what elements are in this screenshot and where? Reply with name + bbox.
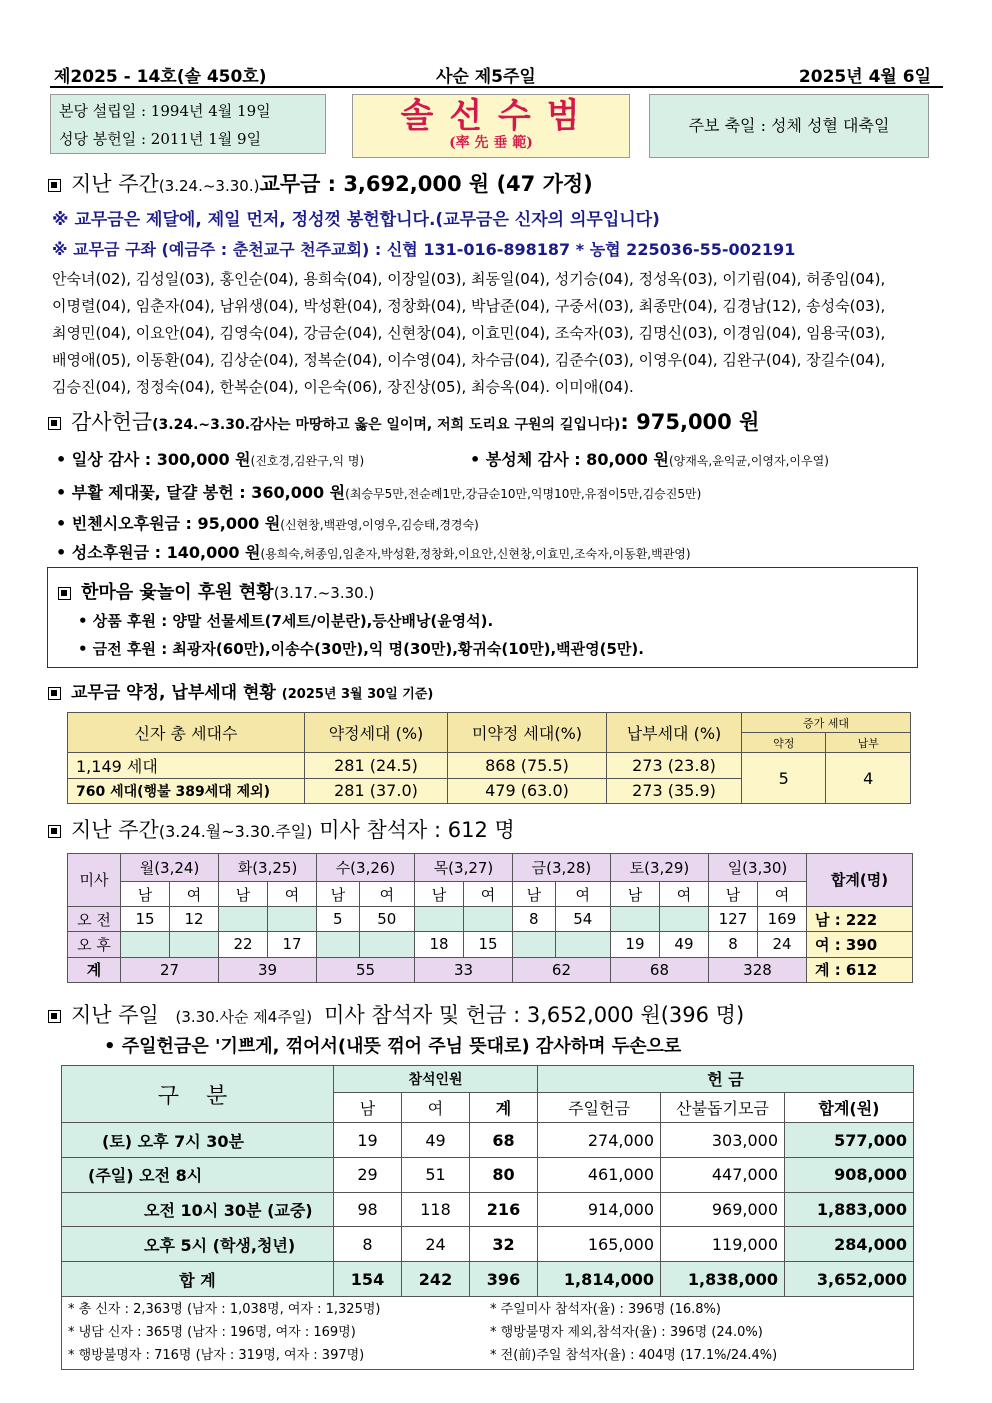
day-total: 27: [121, 957, 219, 982]
total-female: 여 : 390: [807, 932, 913, 957]
am-cell: [610, 906, 659, 931]
pm-cell: [512, 932, 555, 957]
day-header: 화(3,25): [219, 854, 317, 882]
tithe-names: [52, 266, 885, 401]
div-header: 구 분: [62, 1066, 334, 1123]
patron-feast: 주보 축일 : 성체 성혈 대축일: [688, 116, 890, 135]
tithe-account: ※ 교무금 구좌 (예금주 : 춘천교구 천주교회) : 신협 131-016-898187 * 농협 225036-55-002191: [52, 240, 796, 259]
table-cell: 5: [742, 753, 826, 804]
pm-cell: 19: [610, 932, 659, 957]
day-header: 일(3,30): [708, 854, 806, 882]
male-header: 남: [121, 882, 170, 906]
statistics-notes: [61, 1297, 914, 1370]
yut-title: 한마음 윷놀이 후원 현황(3.17.~3.30.): [58, 578, 374, 604]
table-cell: 68: [470, 1123, 538, 1158]
row-label: (주일) 오전 8시: [62, 1157, 334, 1192]
name-line: 안숙녀(02), 김성일(03), 홍인순(04), 용희숙(04), 이장일(03), 최동일(04), 성기승(04), 정성옥(03), 이기림(04), 허종임(04),: [52, 270, 886, 288]
pledge-heading: 교무금 약정, 납부세대 현황 (2025년 3월 30일 기준): [48, 678, 433, 703]
sub-header: 산불돕기모금: [661, 1092, 785, 1123]
sub-header: 여: [402, 1092, 470, 1123]
female-header: 여: [170, 882, 219, 906]
day-total: 62: [512, 957, 610, 982]
female-header: 여: [555, 882, 610, 906]
thanks-item: • 일상 감사 : 300,000 원(진호경,김완구,익 명): [56, 450, 365, 469]
table-cell: 49: [402, 1123, 470, 1158]
row-label: (토) 오후 7시 30분: [62, 1123, 334, 1158]
pm-cell: 22: [219, 932, 268, 957]
col-header: 납부세대 (%): [607, 713, 742, 753]
square-bullet-icon: [48, 417, 61, 430]
pm-label: 오 후: [68, 932, 121, 957]
pm-cell: 17: [268, 932, 317, 957]
table-cell: 760 세대(행불 389세대 제외): [68, 778, 305, 803]
table-cell: 969,000: [661, 1192, 785, 1227]
table-cell: 98: [334, 1192, 402, 1227]
am-cell: [659, 906, 708, 931]
attendance-header: 참석인원: [334, 1066, 538, 1093]
total-cell: 3,652,000: [785, 1262, 914, 1297]
total-male: 남 : 222: [807, 906, 913, 931]
sub-header: 합계(원): [785, 1092, 914, 1123]
sub-header: 주일헌금: [538, 1092, 661, 1123]
total-label: 합 계: [62, 1262, 334, 1297]
pm-cell: [121, 932, 170, 957]
sub-header: 남: [334, 1092, 402, 1123]
square-bullet-icon: [48, 1010, 61, 1023]
sunday-table: [61, 1065, 914, 1297]
table-cell: 216: [470, 1192, 538, 1227]
total-header: 합계(명): [807, 854, 913, 907]
table-cell: 303,000: [661, 1123, 785, 1158]
total-cell: 242: [402, 1262, 470, 1297]
thanks-item: • 성소후원금 : 140,000 원(용희숙,허종임,임춘자,박성환,정창화,이요안,신현창,이효민,조숙자,이동환,백관영): [56, 543, 691, 562]
female-header: 여: [268, 882, 317, 906]
name-line: 배영애(05), 이동환(04), 김상순(04), 정복순(04), 이수영(04), 차수금(04), 김준수(03), 이영우(04), 김완구(04), 장길수(04),: [52, 351, 886, 369]
pm-cell: [317, 932, 360, 957]
pm-cell: 8: [708, 932, 757, 957]
note-line: * 행방불명자 제외,참석자(율) : 396명 (24.0%): [490, 1325, 763, 1340]
day-total: 328: [708, 957, 806, 982]
table-cell: 119,000: [661, 1227, 785, 1262]
increase-sub: 납부: [826, 733, 911, 753]
day-header: 금(3,28): [512, 854, 610, 882]
square-bullet-icon: [48, 687, 61, 700]
am-cell: [463, 906, 512, 931]
male-header: 남: [708, 882, 757, 906]
thanks-item: • 빈첸시오후원금 : 95,000 원(신현창,백관영,이영우,김승태,경경숙): [56, 514, 479, 533]
table-cell: 1,149 세대: [68, 753, 305, 778]
pm-cell: 18: [414, 932, 463, 957]
motto-title: 솔 선 수 범: [400, 96, 582, 136]
table-cell: 1,883,000: [785, 1192, 914, 1227]
male-header: 남: [610, 882, 659, 906]
motto-hanja: (率 先 垂 範): [449, 135, 533, 151]
table-cell: 447,000: [661, 1157, 785, 1192]
table-cell: 80: [470, 1157, 538, 1192]
square-bullet-icon: [48, 179, 61, 192]
pm-cell: 24: [757, 932, 806, 957]
table-cell: 273 (35.9): [607, 778, 742, 803]
table-cell: 4: [826, 753, 911, 804]
table-cell: 274,000: [538, 1123, 661, 1158]
am-cell: 54: [555, 906, 610, 931]
pm-cell: [555, 932, 610, 957]
thanks-item: • 봉성체 감사 : 80,000 원(양재옥,윤익균,이영자,이우열): [470, 450, 829, 469]
table-cell: 284,000: [785, 1227, 914, 1262]
table-cell: 908,000: [785, 1157, 914, 1192]
am-cell: 127: [708, 906, 757, 931]
day-header: 수(3,26): [317, 854, 415, 882]
table-cell: 461,000: [538, 1157, 661, 1192]
male-header: 남: [512, 882, 555, 906]
table-cell: 29: [334, 1157, 402, 1192]
mass-header: 미사: [68, 854, 121, 907]
pm-cell: [170, 932, 219, 957]
am-cell: 5: [317, 906, 360, 931]
day-total: 68: [610, 957, 708, 982]
total-cell: 154: [334, 1262, 402, 1297]
name-line: 김승진(04), 정정숙(04), 한복순(04), 이은숙(06), 장진상(05), 최승옥(04). 이미애(04).: [52, 378, 634, 396]
pm-cell: [359, 932, 414, 957]
male-header: 남: [317, 882, 360, 906]
pm-cell: 15: [463, 932, 512, 957]
total-cell: 396: [470, 1262, 538, 1297]
table-cell: 8: [334, 1227, 402, 1262]
table-cell: 273 (23.8): [607, 753, 742, 778]
name-line: 최영민(04), 이요안(04), 김영숙(04), 강금순(04), 신현창(04), 이효민(04), 조숙자(03), 김명신(03), 이경임(04), 임용국(03),: [52, 324, 886, 342]
liturgical-week: 사순 제5주일: [436, 67, 536, 87]
day-header: 월(3,24): [121, 854, 219, 882]
note-line: * 행방불명자 : 716명 (남자 : 319명, 여자 : 397명): [68, 1348, 365, 1363]
total-cell: 1,838,000: [661, 1262, 785, 1297]
header-bar: [50, 62, 943, 88]
total-all: 계 : 612: [807, 957, 913, 982]
col-header: 신자 총 세대수: [68, 713, 305, 753]
sunday-heading: 지난 주일 (3.30.사순 제4주일) 미사 참석자 및 헌금 : 3,652,000 원(396 명): [48, 999, 744, 1029]
am-cell: [219, 906, 268, 931]
table-cell: 868 (75.5): [448, 753, 607, 778]
day-total: 39: [219, 957, 317, 982]
dedication-date: 성당 봉헌일 : 2011년 1월 9일: [59, 130, 262, 148]
day-header: 토(3,29): [610, 854, 708, 882]
table-cell: 577,000: [785, 1123, 914, 1158]
am-cell: 50: [359, 906, 414, 931]
table-cell: 914,000: [538, 1192, 661, 1227]
patron-feast-box: [649, 94, 929, 158]
day-header: 목(3,27): [414, 854, 512, 882]
bulletin-date: 2025년 4월 6일: [798, 67, 931, 87]
yut-money: • 금전 후원 : 최광자(60만),이송수(30만),익 명(30만),황귀숙(10만),백관영(5만).: [78, 640, 644, 658]
am-label: 오 전: [68, 906, 121, 931]
am-cell: 8: [512, 906, 555, 931]
table-cell: 479 (63.0): [448, 778, 607, 803]
table-cell: 19: [334, 1123, 402, 1158]
attendance-heading: 지난 주간(3.24.월~3.30.주일) 미사 참석자 : 612 명: [48, 814, 515, 844]
note-line: * 총 신자 : 2,363명 (남자 : 1,038명, 여자 : 1,325명): [68, 1302, 381, 1317]
pm-cell: 49: [659, 932, 708, 957]
tithe-note: ※ 교무금은 제달에, 제일 먼저, 정성껏 봉헌합니다.(교무금은 신자의 의무입니다): [52, 210, 660, 230]
table-cell: 118: [402, 1192, 470, 1227]
parish-info-box: [50, 94, 326, 154]
attendance-table: [67, 853, 913, 983]
square-bullet-icon: [48, 825, 61, 838]
day-total: 55: [317, 957, 415, 982]
female-header: 여: [359, 882, 414, 906]
yut-support-box: [47, 567, 918, 668]
female-header: 여: [659, 882, 708, 906]
table-cell: 281 (24.5): [305, 753, 448, 778]
am-cell: 169: [757, 906, 806, 931]
male-header: 남: [219, 882, 268, 906]
am-cell: 15: [121, 906, 170, 931]
day-total: 33: [414, 957, 512, 982]
note-line: * 주일미사 참석자(율) : 396명 (16.8%): [490, 1302, 721, 1317]
yut-goods: • 상품 후원 : 양말 선물세트(7세트/이분란),등산배낭(윤영석).: [78, 612, 494, 630]
row-label: 오전 10시 30분 (교중): [62, 1192, 334, 1227]
female-header: 여: [463, 882, 512, 906]
col-header: 미약정 세대(%): [448, 713, 607, 753]
table-cell: 281 (37.0): [305, 778, 448, 803]
issue-number: 제2025 - 14호(솔 450호): [54, 67, 267, 87]
square-bullet-icon: [58, 587, 71, 600]
pledge-table: [67, 712, 911, 804]
table-cell: 32: [470, 1227, 538, 1262]
tithe-heading: 지난 주간(3.24.~3.30.)교무금 : 3,692,000 원 (47 가정): [48, 168, 593, 198]
offering-note: • 주일헌금은 '기쁘게, 꺾어서(내뜻 꺾어 주님 뜻대로) 감사하며 두손으로: [104, 1036, 682, 1057]
name-line: 이명렬(04), 임춘자(04), 남위생(04), 박성환(04), 정창화(04), 박남준(04), 구중서(03), 최종만(04), 김경남(12), 송성숙(03),: [52, 297, 886, 315]
founding-date: 본당 설립일 : 1994년 4월 19일: [59, 102, 271, 120]
table-cell: 165,000: [538, 1227, 661, 1262]
table-cell: 51: [402, 1157, 470, 1192]
motto-box: [352, 94, 630, 158]
col-header: 약정세대 (%): [305, 713, 448, 753]
money-header: 헌 금: [538, 1066, 914, 1093]
am-cell: [268, 906, 317, 931]
female-header: 여: [757, 882, 806, 906]
table-cell: 24: [402, 1227, 470, 1262]
am-cell: 12: [170, 906, 219, 931]
increase-header: 증가 세대: [742, 713, 911, 733]
sum-label: 계: [68, 957, 121, 982]
increase-sub: 약정: [742, 733, 826, 753]
row-label: 오후 5시 (학생,청년): [62, 1227, 334, 1262]
thanks-item: • 부활 제대꽃, 달걀 봉헌 : 360,000 원(최승무5만,전순례1만,강금순10만,익명10만,유점이5만,김승진5만): [56, 483, 702, 502]
note-line: * 전(前)주일 참석자(율) : 404명 (17.1%/24.4%): [490, 1348, 778, 1363]
thanks-heading: 감사헌금(3.24.~3.30.감사는 마땅하고 옳은 일이며, 저희 도리요 구원의 길입니다): 975,000 원: [48, 406, 759, 436]
total-cell: 1,814,000: [538, 1262, 661, 1297]
note-line: * 냉담 신자 : 365명 (남자 : 196명, 여자 : 169명): [68, 1325, 356, 1340]
am-cell: [414, 906, 463, 931]
male-header: 남: [414, 882, 463, 906]
sub-header: 계: [470, 1092, 538, 1123]
